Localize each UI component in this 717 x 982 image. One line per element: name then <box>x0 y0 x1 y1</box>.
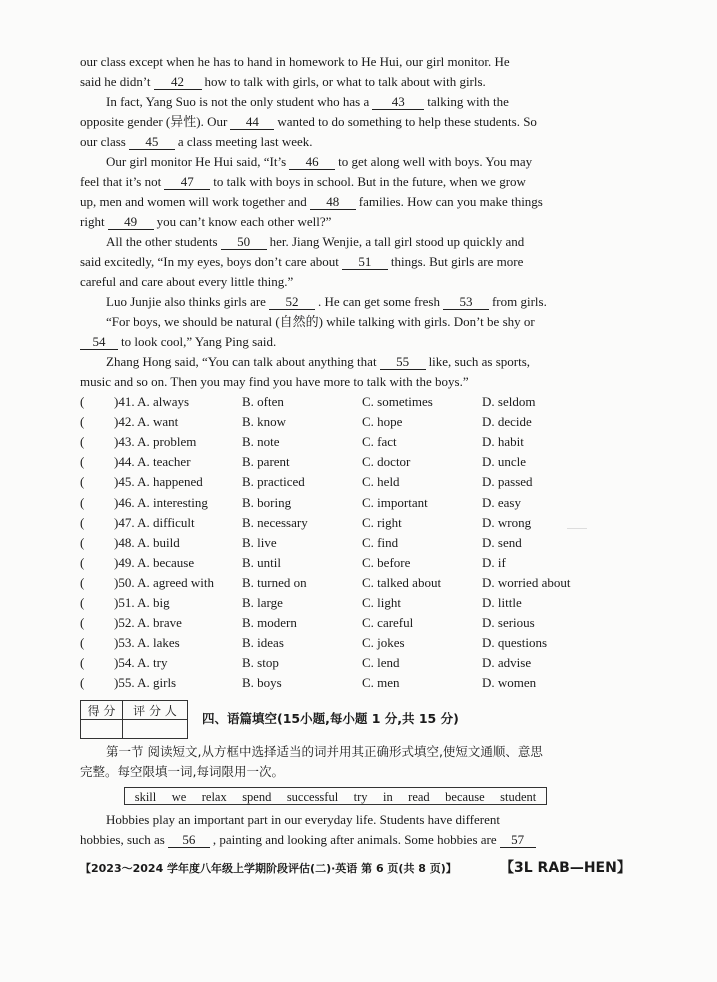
option-c: C. sometimes <box>362 394 433 409</box>
option-b: B. boring <box>242 494 292 510</box>
score-label: 得 分 <box>81 701 123 720</box>
option-a: )55. A. girls <box>114 675 177 691</box>
passage-line: said excitedly, “In my eyes, boys don’t care about 51 things. But girls are more <box>80 254 524 269</box>
option-d: D. uncle <box>482 454 527 470</box>
passage-line: right 49 you can’t know each other well?” <box>80 214 332 229</box>
option-c: C. right <box>362 514 402 530</box>
word-bank-item: successful <box>286 790 339 804</box>
option-a: )51. A. big <box>114 595 170 610</box>
blank-47: 47 <box>164 174 210 190</box>
score-table <box>80 700 188 739</box>
passage-line: feel that it’s not 47 to talk with boys in school. But in the future, when we grow <box>80 174 526 189</box>
option-c: C. men <box>362 675 400 691</box>
answer-paren[interactable]: ( <box>80 615 85 631</box>
option-c: C. fact <box>362 434 397 450</box>
question-row <box>80 513 600 533</box>
option-d: D. questions <box>482 635 547 651</box>
blank-53: 53 <box>443 294 489 310</box>
option-c: C. jokes <box>362 635 405 651</box>
answer-paren[interactable]: ( <box>80 655 85 671</box>
option-b: B. until <box>242 554 282 570</box>
answer-paren[interactable]: ( <box>80 595 85 610</box>
option-d: D. passed <box>482 474 533 490</box>
option-a: )46. A. interesting <box>114 494 208 510</box>
question-row <box>80 553 600 573</box>
option-d: D. wrong <box>482 514 532 530</box>
blank-44: 44 <box>230 114 274 130</box>
option-d: D. send <box>482 534 522 550</box>
answer-paren[interactable]: ( <box>80 574 85 590</box>
option-a: )47. A. difficult <box>114 514 195 530</box>
passage-line: Zhang Hong said, “You can talk about anything that 55 like, such as sports, <box>106 354 531 369</box>
option-a: )50. A. agreed with <box>114 574 215 590</box>
passage-line: Luo Junjie also thinks girls are 52 . He can get some fresh 53 from girls. <box>106 294 547 309</box>
blank-54: 54 <box>80 334 118 350</box>
option-c: C. lend <box>362 655 400 671</box>
option-b: B. turned on <box>242 574 307 590</box>
answer-paren[interactable]: ( <box>80 494 85 510</box>
instruction-line: 第一节 阅读短文,从方框中选择适当的词并用其正确形式填空,使短文通顺、意思 <box>106 744 543 759</box>
option-c: C. find <box>362 534 399 550</box>
word-bank-item: relax <box>201 790 227 804</box>
passage-line: Hobbies play an important part in our everyday life. Students have different <box>106 812 500 827</box>
instruction-line: 完整。每空限填一词,每词限用一次。 <box>80 764 284 779</box>
answer-paren[interactable]: ( <box>80 474 85 490</box>
question-row <box>80 452 600 472</box>
option-d: D. little <box>482 595 522 610</box>
answer-paren[interactable]: ( <box>80 554 85 570</box>
option-a: )53. A. lakes <box>114 635 180 651</box>
option-d: D. decide <box>482 414 532 430</box>
word-bank-item: we <box>171 790 187 804</box>
question-row <box>80 653 600 673</box>
option-a: )44. A. teacher <box>114 454 191 470</box>
passage-line: music and so on. Then you may find you have more to talk with the boys.” <box>80 374 469 389</box>
answer-paren[interactable]: ( <box>80 414 85 430</box>
passage-line: careful and care about every little thing.” <box>80 274 294 289</box>
passage-line: hobbies, such as 56 , painting and looking after animals. Some hobbies are 57 <box>80 830 585 850</box>
word-bank-item: try <box>353 790 368 804</box>
option-a: )49. A. because <box>114 554 195 570</box>
option-c: C. careful <box>362 615 414 631</box>
answer-paren[interactable]: ( <box>80 675 85 691</box>
question-row <box>80 412 600 432</box>
blank-42: 42 <box>154 74 202 90</box>
section-title: 四、语篇填空(15小题,每小题 1 分,共 15 分) <box>202 711 459 726</box>
answer-paren[interactable]: ( <box>80 434 85 450</box>
answer-paren[interactable]: ( <box>80 514 85 530</box>
option-d: D. seldom <box>482 394 536 409</box>
word-bank-item: in <box>382 790 393 804</box>
passage-line: 54 to look cool,” Yang Ping said. <box>80 332 585 352</box>
blank-43: 43 <box>372 94 424 110</box>
option-b: B. boys <box>242 675 282 691</box>
score-cell[interactable] <box>81 720 123 739</box>
blank-50: 50 <box>221 234 267 250</box>
blank-45: 45 <box>129 134 175 150</box>
option-d: D. worried about <box>482 574 571 590</box>
question-row <box>80 493 600 513</box>
option-b: B. large <box>242 595 283 610</box>
question-row <box>80 432 600 452</box>
passage-line: opposite gender (异性). Our 44 wanted to do something to help these students. So <box>80 114 537 129</box>
option-b: B. often <box>242 394 284 409</box>
blank-52: 52 <box>269 294 315 310</box>
blank-49: 49 <box>108 214 154 230</box>
blank-57: 57 <box>500 832 536 848</box>
option-b: B. know <box>242 414 287 430</box>
answer-paren[interactable]: ( <box>80 454 85 470</box>
passage-line: up, men and women will work together and 48 families. How can you make things <box>80 194 543 209</box>
question-row <box>80 673 600 693</box>
option-c: C. held <box>362 474 400 490</box>
option-d: D. serious <box>482 615 535 631</box>
word-bank-item: student <box>500 790 537 804</box>
option-d: D. if <box>482 554 506 570</box>
option-b: B. practiced <box>242 474 305 490</box>
question-row <box>80 613 600 633</box>
question-row <box>80 633 600 653</box>
option-a: )52. A. brave <box>114 615 182 631</box>
option-c: C. before <box>362 554 411 570</box>
option-b: B. note <box>242 434 280 450</box>
passage-line: said he didn’t 42 how to talk with girls, or what to talk about with girls. <box>80 74 486 89</box>
option-c: C. doctor <box>362 454 411 470</box>
passage-line: our class 45 a class meeting last week. <box>80 134 313 149</box>
passage-line: our class except when he has to hand in homework to He Hui, our girl monitor. He <box>80 54 510 69</box>
option-a: )54. A. try <box>114 655 168 671</box>
option-b: B. stop <box>242 655 279 671</box>
blank-51: 51 <box>342 254 388 270</box>
question-row <box>80 533 600 553</box>
divider <box>567 528 587 529</box>
word-bank <box>124 787 547 805</box>
question-row <box>80 392 600 412</box>
word-bank-item: because <box>445 790 485 804</box>
footer-code: 【3L RAB—HEN】 <box>500 860 631 876</box>
option-a: )45. A. happened <box>114 474 203 490</box>
option-c: C. important <box>362 494 428 510</box>
option-b: B. necessary <box>242 514 308 530</box>
passage-line: All the other students 50 her. Jiang Wenjie, a tall girl stood up quickly and <box>106 234 525 249</box>
option-d: D. women <box>482 675 537 691</box>
option-a: )42. A. want <box>114 414 179 430</box>
passage-line: Our girl monitor He Hui said, “It’s 46 to get along well with boys. You may <box>106 154 533 169</box>
option-d: D. advise <box>482 655 532 671</box>
option-d: D. easy <box>482 494 521 510</box>
option-c: C. light <box>362 595 402 610</box>
option-c: C. hope <box>362 414 403 430</box>
passage-line: “For boys, we should be natural (自然的) while talking with girls. Don’t be shy or <box>106 314 535 329</box>
answer-paren[interactable]: ( <box>80 635 85 651</box>
word-bank-item: skill <box>134 790 157 804</box>
blank-48: 48 <box>310 194 356 210</box>
option-c: C. talked about <box>362 574 442 590</box>
footer-text: 【2023～2024 学年度八年级上学期阶段评估(二)·英语 第 6 页(共 8 页)】 <box>80 862 457 875</box>
option-b: B. modern <box>242 615 297 631</box>
grader-label: 评 分 人 <box>122 701 187 720</box>
option-a: )41. A. always <box>114 394 190 409</box>
word-bank-item: spend <box>242 790 272 804</box>
answer-paren[interactable]: ( <box>80 394 85 409</box>
passage-line: In fact, Yang Suo is not the only student who has a 43 talking with the <box>106 94 509 109</box>
question-row <box>80 593 600 613</box>
option-b: B. live <box>242 534 277 550</box>
word-bank-item: read <box>408 790 430 804</box>
answer-paren[interactable]: ( <box>80 534 85 550</box>
question-row <box>80 472 600 492</box>
option-a: )48. A. build <box>114 534 180 550</box>
blank-46: 46 <box>289 154 335 170</box>
option-b: B. ideas <box>242 635 284 651</box>
question-row <box>80 573 600 593</box>
blank-56: 56 <box>168 832 210 848</box>
option-a: )43. A. problem <box>114 434 197 450</box>
grader-cell[interactable] <box>122 720 187 739</box>
option-b: B. parent <box>242 454 290 470</box>
option-d: D. habit <box>482 434 524 450</box>
blank-55: 55 <box>380 354 426 370</box>
